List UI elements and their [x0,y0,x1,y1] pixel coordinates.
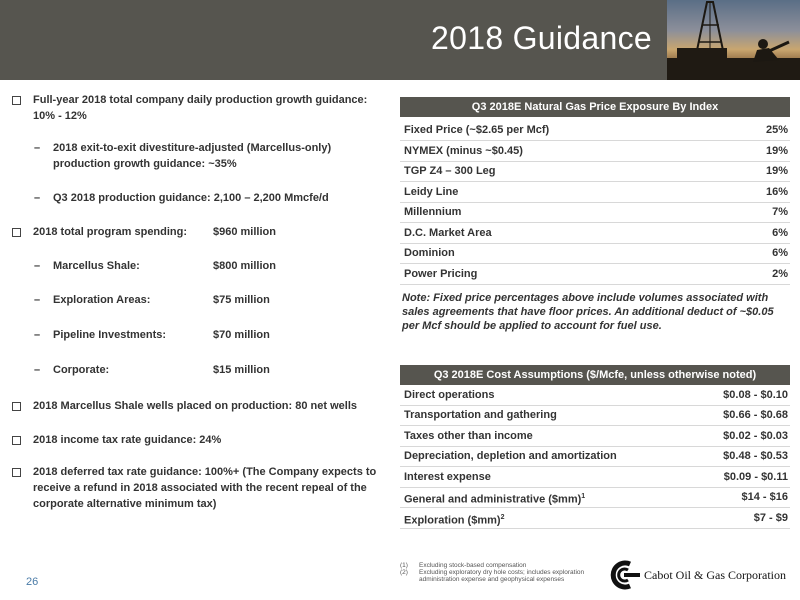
row-label: TGP Z4 – 300 Leg [404,165,496,177]
footnote-text: Excluding stock-based compensation [419,562,527,569]
table-row [400,223,790,244]
bullet-text: Marcellus Shale: [53,260,140,272]
row-label: Taxes other than income [404,430,533,442]
bullet-value: $960 million [213,226,276,238]
page-number: 26 [26,576,39,588]
row-label [404,487,585,510]
row-label: Fixed Price (~$2.65 per Mcf) [404,124,550,136]
dash-bullet-icon: – [34,364,41,376]
bullet-text: 2018 total program spending: [33,226,188,238]
checkbox-bullet-icon [12,402,21,411]
bullet-text: Full-year 2018 total company daily production growth guidance: 10% - 12% [33,94,368,122]
row-value: $0.48 - $0.53 [723,450,788,462]
dash-bullet-icon: – [34,329,41,341]
row-label: Leidy Line [404,186,459,198]
row-label: NYMEX (minus ~$0.45) [404,145,523,157]
row-label: Interest expense [404,471,491,483]
row-value: 6% [772,227,788,239]
row-value: $0.66 - $0.68 [723,409,788,421]
cost-assumptions-table-header: Q3 2018E Cost Assumptions ($/Mcfe, unless otherwise noted) [400,365,790,385]
bullet-text: Pipeline Investments: [53,329,167,341]
drilling-rig-photo [667,0,800,80]
table-row [400,161,790,182]
dash-bullet-icon: – [34,192,41,204]
table-row [400,182,790,203]
table-row [400,487,790,508]
footnote-marker: 2 [500,514,505,521]
bullet-text: 2018 exit-to-exit divestiture-adjusted (Marcellus-only) production growth guidance: ~35% [53,142,332,170]
row-value: 7% [772,206,788,218]
company-logo [608,559,798,591]
bullet-text: 2018 deferred tax rate guidance: 100%+ (The Company expects to receive a refund in 2018 associated with the recent repeal of the corporate alternative minimum tax) [33,466,377,510]
bullet-value: $75 million [213,294,270,306]
table-row [400,141,790,162]
checkbox-bullet-icon [12,468,21,477]
row-label: D.C. Market Area [404,227,492,239]
table-row [400,446,790,467]
footnotes [400,562,605,583]
bullet-text: 2018 income tax rate guidance: 24% [33,434,222,446]
table-row [400,202,790,223]
bullet-text: Exploration Areas: [53,294,151,306]
footnote [400,562,605,569]
checkbox-bullet-icon [12,228,21,237]
checkbox-bullet-icon [12,436,21,445]
bullet-text: Q3 2018 production guidance: 2,100 – 2,200 Mmcfe/d [53,192,329,204]
drilling-rig-silhouette-icon [667,0,800,80]
row-value: 6% [772,247,788,259]
page-title: 2018 Guidance [431,20,652,56]
row-value: $0.02 - $0.03 [723,430,788,442]
row-value: 2% [772,268,788,280]
table-row [400,426,790,447]
gas-exposure-table-header: Q3 2018E Natural Gas Price Exposure By Index [400,97,790,117]
dash-bullet-icon: – [34,142,41,154]
footnote-marker: 1 [581,493,586,500]
table-row [400,243,790,264]
row-label: Dominion [404,247,455,259]
row-label: Transportation and gathering [404,409,557,421]
bullet-value: $800 million [213,260,276,272]
footnote [400,569,605,583]
table-row [400,264,790,285]
bullet-value: $15 million [213,364,270,376]
row-value: 19% [765,145,788,157]
gas-exposure-note: Note: Fixed price percentages above include volumes associated with sales agreements that have floor prices. An additional deduct of ~$0.05 per Mcf should be applied to account for fuel use. [402,292,774,332]
table-row [400,385,790,406]
row-value: 16% [765,186,788,198]
bullet-text: Corporate: [53,364,110,376]
table-row [400,120,790,141]
footnote-text: Excluding exploratory dry hole costs; includes exploration administration expense and geophysical expenses [419,569,585,583]
row-value: $7 - $9 [753,512,788,524]
header-bar [0,0,800,80]
row-value: $14 - $16 [741,491,788,503]
table-row [400,508,790,529]
row-label: Millennium [404,206,462,218]
row-label: Direct operations [404,389,495,401]
row-value: $0.08 - $0.10 [723,389,788,401]
row-value: 19% [765,165,788,177]
row-value: $0.09 - $0.11 [723,471,788,483]
table-row [400,467,790,488]
footnote-number: (1) [400,562,408,569]
footnote-number: (2) [400,569,408,576]
row-label: Power Pricing [404,268,478,280]
bullet-text: 2018 Marcellus Shale wells placed on production: 80 net wells [33,400,357,412]
row-value: 25% [765,124,788,136]
cabot-logo-icon [608,560,640,590]
checkbox-bullet-icon [12,96,21,105]
company-name: Cabot Oil & Gas Corporation [644,568,786,582]
row-label: Depreciation, depletion and amortization [404,450,617,462]
bullet-value: $70 million [213,329,270,341]
row-label-text: General and administrative ($mm) [404,493,582,506]
row-label [404,508,504,531]
dash-bullet-icon: – [34,294,41,306]
table-row [400,405,790,426]
dash-bullet-icon: – [34,260,41,272]
row-label-text: Exploration ($mm) [404,514,501,527]
